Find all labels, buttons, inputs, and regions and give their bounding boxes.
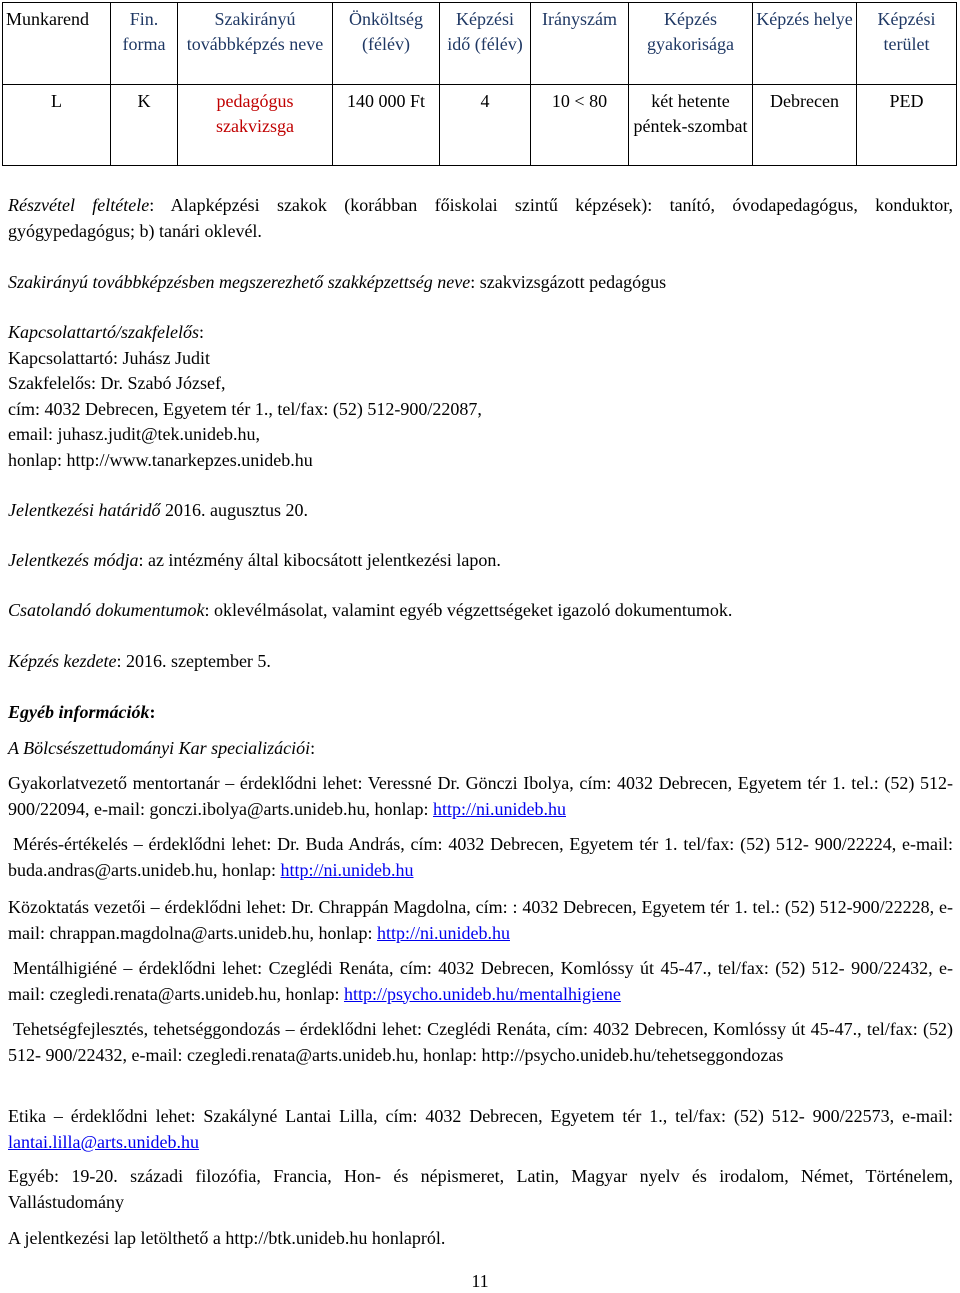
header-cell: Szakirányú továbbképzés neve: [178, 3, 333, 85]
hatarido-text: 2016. augusztus 20.: [160, 500, 308, 520]
header-cell: Irányszám: [531, 3, 629, 85]
spec-kozokt-link[interactable]: http://ni.unideb.hu: [376, 922, 510, 943]
cell-place: Debrecen: [753, 84, 857, 166]
kezdete-text: : 2016. szeptember 5.: [116, 651, 271, 671]
spec-gyak-link[interactable]: http://ni.unideb.hu: [433, 798, 566, 819]
spec-egyeb-paragraph: [8, 1164, 953, 1215]
cell-area: PED: [857, 84, 957, 166]
spec-mental-text: Mentálhigiéné – érdeklődni lehet: Czeglédi Renáta, cím: 4032 Debrecen, Komlóssy út 45-47., tel/fax: (52) 512- 900/22432, e-mail: czegledi.renata@arts.unideb.hu, honlap:: [8, 958, 953, 1004]
szakkepzettseg-text: : szakvizsgázott pedagógus: [470, 272, 667, 292]
hatarido-label: Jelentkezési határidő: [8, 500, 161, 520]
kezdete-label: Képzés kezdete: [8, 651, 117, 671]
contact-line: Szakfelelős: Dr. Szabó József,: [8, 373, 226, 393]
spec-egyeb-text: Egyéb: 19-20. századi filozófia, Francia, Hon- és népismeret, Latin, Magyar nyelv és irodalom, Német, Történelem, Vallástudomány: [8, 1166, 953, 1212]
spec-tehetseg-paragraph: [8, 1017, 953, 1068]
modja-label: Jelentkezés módja: [8, 550, 139, 570]
contact-block: [8, 320, 953, 473]
szakkepzettseg-label: Szakirányú továbbképzésben megszerezhető szakképzettség neve: [8, 272, 471, 292]
contact-line: cím: 4032 Debrecen, Egyetem tér 1., tel/fax: (52) 512-900/22087,: [8, 398, 482, 419]
kezdete-paragraph: [8, 649, 953, 675]
spec-gyak-text: Gyakorlatvezető mentortanár – érdeklődni lehet: Veressné Dr. Gönczi Ibolya, cím: 4032 Debrecen, Egyetem tér 1. tel.: (52) 512-900/22094, e-mail: gonczi.ibolya@arts.unideb.hu, honlap:: [8, 773, 953, 819]
spec-kozokt-paragraph: [8, 895, 953, 946]
cell-name: pedagógus szakvizsga: [178, 84, 333, 166]
btk-heading: [8, 736, 953, 762]
header-cell: Munkarend: [3, 3, 111, 85]
spec-meres-paragraph: [8, 832, 953, 883]
spec-etika-link[interactable]: lantai.lilla@arts.unideb.hu: [8, 1131, 200, 1152]
csatolando-text: : oklevélmásolat, valamint egyéb végzettségeket igazoló dokumentumok.: [204, 600, 733, 620]
contact-line: Kapcsolattartó: Juhász Judit: [8, 347, 210, 368]
header-cell: Önköltség (félév): [333, 3, 440, 85]
egyeb-heading-colon: :: [149, 702, 156, 722]
spec-tehetseg-text: Tehetségfejlesztés, tehetséggondozás – érdeklődni lehet: Czeglédi Renáta, cím: 4032 Debrecen, Komlóssy út 45-47., tel/fax: (52) 512- 900/22432, e-mail: czegledi.renata@arts.unideb.hu, honlap: http://psycho.unideb.hu/tehetseggondozas: [8, 1019, 953, 1065]
reszvetel-label: Részvétel feltétele: [8, 195, 150, 215]
egyeb-heading: [8, 700, 953, 726]
header-cell: Képzés helye: [753, 3, 857, 85]
spec-kozokt-text: Közoktatás vezetői – érdeklődni lehet: Dr. Chrappán Magdolna, cím: : 4032 Debrecen, Egyetem tér 1. tel.: (52) 512-900/22228, e-mail: chrappan.magdolna@arts.unideb.hu, honlap:: [8, 897, 953, 943]
csatolando-paragraph: [8, 598, 953, 624]
header-cell: Képzési terület: [857, 3, 957, 85]
egyeb-heading-label: Egyéb információk: [8, 702, 150, 722]
header-cell: Fin. forma: [111, 3, 178, 85]
cell-fin-forma: K: [111, 84, 178, 166]
spec-mental-paragraph: [8, 956, 953, 1007]
table-header-row: [3, 3, 957, 85]
cell-frequency: két hetente péntek-szombat: [629, 84, 753, 166]
page-number: 11: [471, 1271, 489, 1291]
modja-paragraph: [8, 548, 953, 574]
spec-meres-link[interactable]: http://ni.unideb.hu: [280, 859, 414, 880]
csatolando-label: Csatolandó dokumentumok: [8, 600, 205, 620]
spec-etika-paragraph: [8, 1104, 953, 1155]
table-row: [3, 84, 957, 166]
szakkepzettseg-paragraph: [8, 270, 953, 296]
cell-duration: 4: [440, 84, 531, 166]
header-cell: Képzés gyakorisága: [629, 3, 753, 85]
reszvetel-paragraph: [8, 193, 953, 244]
reszvetel-text: : Alapképzési szakok (korábban főiskolai szintű képzések): tanító, óvodapedagógus, konduktor, gyógypedagógus; b) tanári oklevél.: [8, 195, 953, 241]
contact-label: Kapcsolattartó/szakfelelős: [8, 322, 199, 342]
cell-cost: 140 000 Ft: [333, 84, 440, 166]
btk-label: A Bölcsészettudományi Kar specializációi: [8, 738, 311, 758]
spec-etika-text: Etika – érdeklődni lehet: Szakályné Lantai Lilla, cím: 4032 Debrecen, Egyetem tér 1., tel/fax: (52) 512- 900/22573, e-mail:: [8, 1106, 953, 1126]
contact-line: honlap: http://www.tanarkepzes.unideb.hu: [8, 449, 313, 470]
hatarido-paragraph: [8, 498, 953, 524]
footer-note: A jelentkezési lap letölthető a http://btk.unideb.hu honlapról.: [8, 1228, 446, 1248]
contact-line: email: juhasz.judit@tek.unideb.hu,: [8, 424, 261, 444]
spec-meres-text: Mérés-értékelés – érdeklődni lehet: Dr. Buda András, cím: 4032 Debrecen, Egyetem tér 1. tel/fax: (52) 512- 900/22224, e-mail: buda.andras@arts.unideb.hu, honlap:: [8, 834, 953, 880]
cell-munkarend: L: [3, 84, 111, 166]
program-table: [2, 2, 957, 166]
spec-gyak-paragraph: [8, 771, 953, 822]
cell-iranyszam: 10 < 80: [531, 84, 629, 166]
spec-mental-link[interactable]: http://psycho.unideb.hu/mentalhigiene: [343, 983, 621, 1004]
btk-colon: :: [310, 738, 316, 758]
header-cell: Képzési idő (félév): [440, 3, 531, 85]
contact-label-suffix: :: [199, 322, 205, 342]
modja-text: : az intézmény által kibocsátott jelentkezési lapon.: [138, 550, 501, 570]
